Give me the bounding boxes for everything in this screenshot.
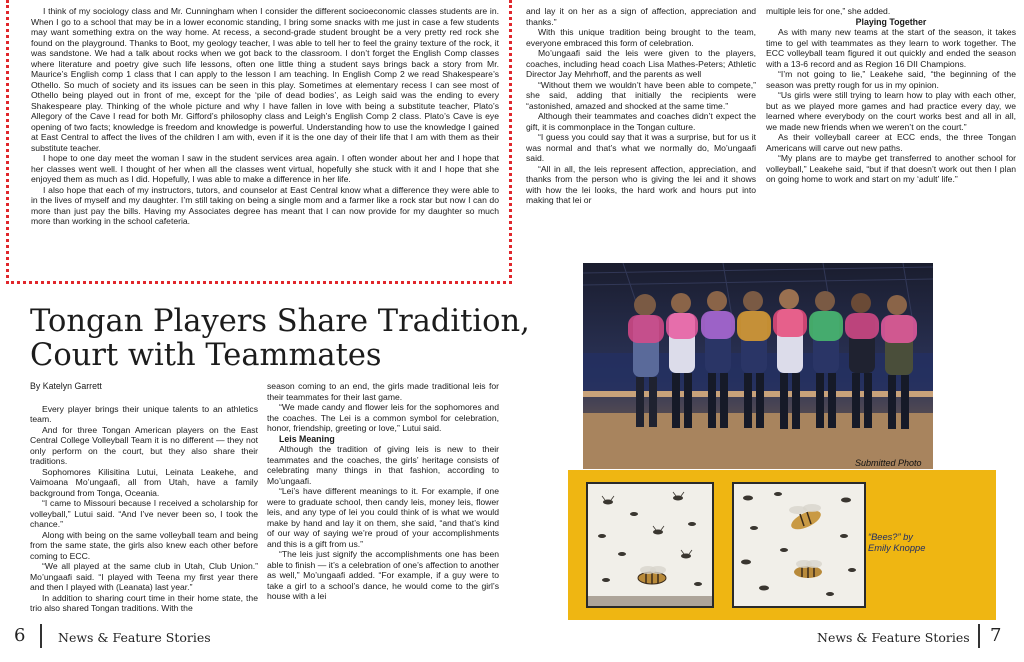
- art-feature-box: [568, 470, 996, 620]
- article-paragraph: As their volleyball career at ECC ends, the three Tongan Americans will carve out new paths.: [766, 132, 1016, 153]
- team-photo-illustration: [583, 263, 933, 469]
- footer-left: [0, 622, 512, 658]
- article-column-a: [30, 381, 258, 631]
- essay-box: [6, 0, 512, 284]
- section-label-left: News & Feature Stories: [58, 630, 211, 645]
- article-paragraph: Mo’ungaafi said the leis were given to the players, coaches, including head coach Lisa Mathes-Peters; Athletic Director Jay Mehrhoff, and the parents as well: [526, 48, 756, 79]
- art-caption: [868, 532, 925, 554]
- article-column-d: [766, 6, 1016, 251]
- footer-divider: [40, 624, 42, 648]
- art-caption-artist: Emily Knoppe: [868, 543, 926, 553]
- essay-paragraph: I also hope that each of my instructors, tutors, and counselor at East Central know what a difference they were able to in the lives of myself and my daughter. I’m still taking on being a single mom and a farmer like a rock star but now I can do more than just pay the bills. Having my Associates degree has meant that I can now provide for my daughter so much more than working in the school cafeteria.: [31, 184, 499, 226]
- article-paragraph: In addition to sharing court time in their home state, the trio also shared Tongan traditions. With the: [30, 592, 258, 613]
- article-paragraph: “Lei’s have different meanings to it. For example, if one were to graduate school, then candy leis, money leis, flower leis, and any type of lei you could think of is what we would make by hand and lay it on them, she said, “and that’s kind of our way of saying we’re proud of your accomplishments and this is a gift from us.”: [267, 486, 499, 549]
- article-paragraph: And for three Tongan American players on the East Central College Volleyball Team it is no different — they not only perform on the court, but they also share their traditions.: [30, 424, 258, 466]
- article-paragraph: and lay it on her as a sign of affection, appreciation and thanks.”: [526, 6, 756, 27]
- article-headline: Tongan Players Share Tradition, Court with Teammates: [30, 304, 530, 373]
- article-paragraph: “We made candy and flower leis for the sophomores and the coaches. The Lei is a common symbol for celebration, honor, friendship, greeting or love,” Lutui said.: [267, 402, 499, 433]
- article-paragraph: Sophomores Kilisitina Lutui, Leinata Leakehe, and Vaimoana Mo’ungaafi, all from Utah, have a family background from Tonga, Oceania.: [30, 466, 258, 498]
- article-paragraph: “I’m not going to lie,” Leakehe said, “the beginning of the season was pretty rough for us in my opinion.: [766, 69, 1016, 90]
- article-paragraph: “I came to Missouri because I received a scholarship for volleyball,” Lutui said. “And I’ve never been so, I took the chance.”: [30, 498, 258, 529]
- bees-drawing: [734, 484, 864, 606]
- article-paragraph: Although the tradition of giving leis is new to their teammates and the coaches, the girls’ heritage consists of celebrating many things in that fashion, according to Mo’ungaafi.: [267, 444, 499, 486]
- article-paragraph: season coming to an end, the girls made traditional leis for their teammates for their last game.: [267, 381, 499, 402]
- section-label-right: News & Feature Stories: [817, 630, 970, 645]
- article-paragraph: With this unique tradition being brought to the team, everyone embraced this form of celebration.: [526, 27, 756, 48]
- footer-divider: [978, 624, 980, 648]
- article-paragraph: Along with being on the same volleyball team and being from the same state, the girls also knew each other before coming to ECC.: [30, 529, 258, 561]
- article-paragraph: “All in all, the leis represent affection, appreciation, and thanks from the person who is giving the lei and it shows with how the lei looks, the hard work and hours put into making that lei or: [526, 163, 756, 205]
- art-caption-title: “Bees?” by: [868, 532, 913, 542]
- article-paragraph: “I guess you could say that it was a surprise, but for us it was normal and that’s what we normally do, Mo’ungaafi said.: [526, 132, 756, 163]
- article-paragraph: “We all played at the same club in Utah, Club Union.” Mo’ungaafi said. “I played with Teena my first year there and then I played with (Leanata) last year.”: [30, 561, 258, 592]
- article-column-b: [267, 381, 499, 631]
- article-paragraph: Every player brings their unique talents to an athletics team.: [30, 403, 258, 424]
- article-paragraph: As with many new teams at the start of the season, it takes time to gel with teammates as they learn to work together. The ECC volleyball team figured it out quickly and ended the season with a 13-6 record and as Region 16 DII Champions.: [766, 27, 1016, 69]
- article-column-c: [526, 6, 756, 251]
- article-paragraph: “My plans are to maybe get transferred to another school for volleyball,” Leakehe said, “but if that doesn’t work out then I plan on going home to work and start on my ‘adult’ life.”: [766, 153, 1016, 184]
- bees-artwork-right: [732, 482, 866, 608]
- page-number-left: 6: [14, 625, 26, 646]
- bees-artwork-left: [586, 482, 714, 608]
- subhead-leis-meaning: Leis Meaning: [279, 433, 335, 444]
- article-paragraph: Although their teammates and coaches didn’t expect the gift, it is commonplace in the Tongan culture.: [526, 111, 756, 132]
- article-paragraph: “Us girls were still trying to learn how to play with each other, but as we played more games and had practice every day, we learned where everybody on the court works best and all in all, we made new friends when we weren’t on the court.”: [766, 90, 1016, 132]
- essay-paragraph: I think of my sociology class and Mr. Cunningham when I consider the different socioeconomic classes students are in. When I go to a school that may be in a lower economic standing, I bring some snacks with me just in case a few students may want something extra on the way home. At recess, a second-grade student brought be a very pretty red rock she found on the playground. Thanks to Boot, my geology teacher, I was able to tell her to feel the grainy texture of the rock, it was sandstone. We had a talk about rocks when we got back to the classroom. I don’t forget the English Comp classes where literature and poetry give such life lessons, often one little thing a student says brings back a story from Mr. Maurice’s English comp 1 class that I can apply to the lesson I am teaching. In English Comp 2 we read Shakespeare’s Othello. So much of society and its issues can be seen in this play. Sometimes at elementary recess I can see most of Othello being played out in front of me, except for the ‘pile of dead bodies’, as Leigh said was the ending to every Shakespeare play. Thinking of the whole picture and why I have fallen in love with being a substitute teacher, Plato’s Allegory of the Cave I read for both Mr. Gifford’s philosophy class and Leigh’s English Comp 2 class. Plato’s Cave is eye opening of two facts; knowledge is freedom and knowledge is powerful. Understanding how to use the knowledge I gained at East Central to affect the lives of the children I am with, even if it is the one day of their life that I am with them as their substitute teacher.: [31, 6, 499, 153]
- team-photo: [583, 263, 933, 469]
- essay-paragraph: I hope to one day meet the woman I saw in the student services area again. I often wonder about her and I hope that her classes went well. I thought of her when all the classes went virtual, hopefully she stuck with it and I hope that she enjoyed them as much as I did. Hopefully, I was able to make a difference in her life.: [31, 153, 499, 184]
- footer-right: [512, 622, 1024, 658]
- page-number-right: 7: [990, 625, 1002, 646]
- photo-caption: Submitted Photo: [855, 458, 922, 468]
- subhead-playing-together: Playing Together: [855, 16, 927, 27]
- byline: By Katelyn Garrett: [30, 381, 102, 391]
- article-paragraph: multiple leis for one,” she added.: [766, 6, 891, 16]
- article-paragraph: “The leis just signify the accomplishments one has been able to finish — it’s a celebration of one’s affection to another as well,” Mo’ungaafi added. “For example, if a guy were to take a girl to a school’s dance, he would come to the girl’s house with a lei: [267, 549, 499, 601]
- article-paragraph: “Without them we wouldn’t have been able to compete,” she said, adding that initially the recipients were “astonished, amazed and shocked at the same time.”: [526, 79, 756, 111]
- bees-drawing: [588, 484, 712, 606]
